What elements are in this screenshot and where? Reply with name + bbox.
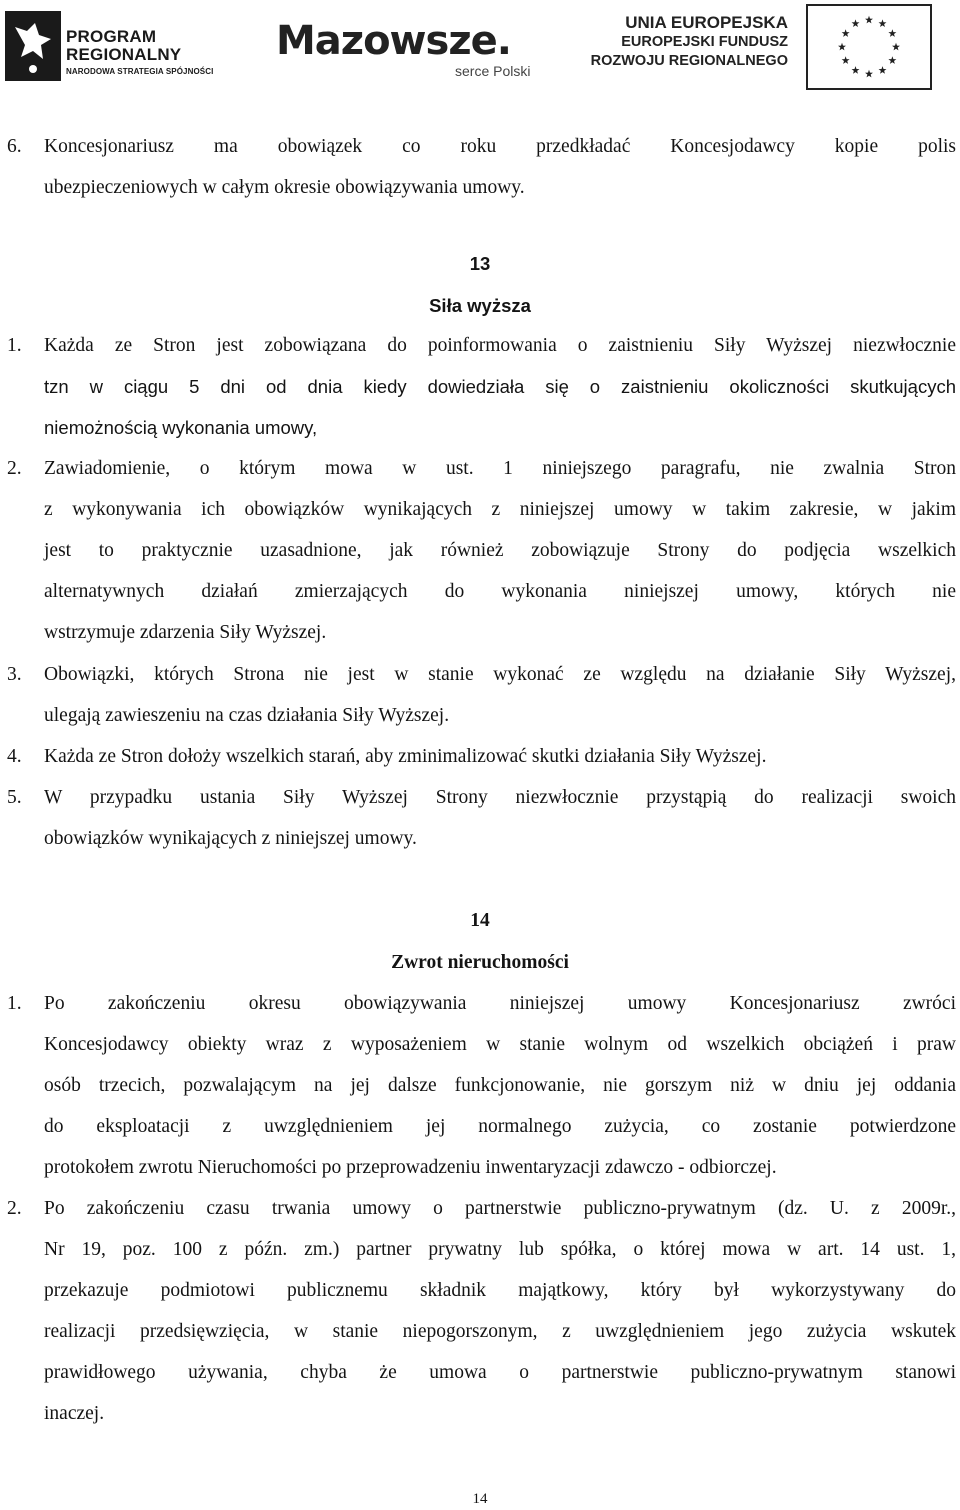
paragraph-line: Każda ze Stron dołoży wszelkich starań, aby zminimalizować skutki działania Siły Wyższej. bbox=[44, 746, 767, 767]
paragraph-line: osób trzecich, pozwalającym na jej dalsze funkcjonowanie, nie gorszym niż w dniu jej oddania bbox=[44, 1075, 956, 1096]
paragraph-line: W przypadku ustania Siły Wyższej Strony niezwłocznie przystąpią do realizacji swoich bbox=[44, 787, 956, 808]
paragraph-line: realizacji przedsięwzięcia, w stanie niepogorszonym, z uwzględnieniem jego zużycia wskutek bbox=[44, 1321, 956, 1342]
page-header bbox=[0, 0, 960, 100]
section-number: 13 bbox=[469, 253, 491, 274]
paragraph-line: Po zakończeniu czasu trwania umowy o partnerstwie publiczno-prywatnym (dz. U. z 2009r., bbox=[44, 1198, 956, 1219]
program-line3: NARODOWA STRATEGIA SPÓJNOŚCI bbox=[66, 67, 214, 76]
page-number: 14 bbox=[472, 1491, 488, 1507]
item-number: 2. bbox=[7, 1198, 22, 1219]
item-number: 4. bbox=[7, 746, 22, 767]
eu-star-icon bbox=[888, 56, 896, 64]
eu-star-icon bbox=[888, 29, 896, 37]
paragraph-line: jest to praktycznie uzasadnione, jak również zobowiązuje Strony do podjęcia wszelkich bbox=[44, 540, 956, 561]
paragraph-line: inaczej. bbox=[44, 1403, 105, 1424]
eu-fund-logo-text bbox=[580, 12, 788, 71]
eu-star-icon bbox=[865, 16, 873, 24]
paragraph-line: Koncesjodawcy obiekty wraz z wyposażeniem w stanie wolnym od wszelkich obciążeń i praw bbox=[44, 1034, 956, 1055]
mazowsze-logo: Mazowsze. bbox=[276, 18, 511, 64]
paragraph-line: Nr 19, poz. 100 z późn. zm.) partner prywatny lub spółka, o której mowa w art. 14 ust. 1, bbox=[44, 1239, 956, 1260]
eu-star-icon bbox=[842, 29, 850, 37]
item-number: 2. bbox=[7, 458, 22, 479]
item-number: 5. bbox=[7, 787, 22, 808]
eu-star-icon bbox=[879, 66, 887, 74]
program-line1: PROGRAM bbox=[66, 27, 157, 46]
paragraph-line: z wykonywania ich obowiązków wynikających z niniejszej umowy w takim zakresie, w jakim bbox=[44, 499, 956, 520]
item-number: 1. bbox=[7, 993, 22, 1014]
paragraph-line: ulegają zawieszeniu na czas działania Siły Wyższej. bbox=[44, 705, 450, 726]
section-number: 14 bbox=[470, 910, 490, 931]
eu-star-icon bbox=[879, 19, 887, 27]
section-title: Zwrot nieruchomości bbox=[391, 952, 569, 973]
paragraph-line: przekazuje podmiotowi publicznemu składnik majątkowy, który był wykorzystywany do bbox=[44, 1280, 956, 1301]
ue-line1: UNIA EUROPEJSKA bbox=[625, 13, 788, 32]
paragraph-line: ubezpieczeniowych w całym okresie obowiązywania umowy. bbox=[44, 177, 525, 198]
eu-star-icon bbox=[852, 66, 860, 74]
mazowsze-tagline: serce Polski bbox=[455, 63, 531, 79]
program-line2: REGIONALNY bbox=[66, 45, 182, 64]
eu-star-icon bbox=[852, 19, 860, 27]
paragraph-line: do eksploatacji z uwzględnieniem jej normalnego zużycia, co zostanie potwierdzone bbox=[44, 1116, 956, 1137]
ue-line3: ROZWOJU REGIONALNEGO bbox=[590, 53, 788, 69]
eu-star-icon bbox=[892, 43, 900, 51]
paragraph-line: wstrzymuje zdarzenia Siły Wyższej. bbox=[44, 622, 327, 643]
eu-flag-icon bbox=[806, 4, 932, 90]
paragraph-line: tzn w ciągu 5 dni od dnia kiedy dowiedziała się o zaistnieniu okoliczności skutkujących bbox=[44, 376, 956, 397]
section-title: Siła wyższa bbox=[429, 295, 531, 316]
paragraph-line: Każda ze Stron jest zobowiązana do poinformowania o zaistnieniu Siły Wyższej niezwłocznie bbox=[44, 335, 956, 356]
paragraph-line: Zawiadomienie, o którym mowa w ust. 1 niniejszego paragrafu, nie zwalnia Stron bbox=[44, 458, 956, 479]
paragraph-line: Obowiązki, których Strona nie jest w stanie wykonać ze względu na działanie Siły Wyższej, bbox=[44, 664, 956, 685]
item-number: 1. bbox=[7, 335, 22, 356]
item-number: 6. bbox=[7, 136, 22, 157]
item-number: 3. bbox=[7, 664, 22, 685]
paragraph-line: Koncesjonariusz ma obowiązek co roku przedkładać Koncesjodawcy kopie polis bbox=[44, 136, 956, 157]
eu-star-icon bbox=[842, 56, 850, 64]
program-regionalny-logo bbox=[66, 28, 213, 76]
paragraph-line: protokołem zwrotu Nieruchomości po przeprowadzeniu inwentaryzacji zdawczo - odbiorczej. bbox=[44, 1157, 777, 1178]
eu-star-icon bbox=[838, 43, 846, 51]
ue-line2: EUROPEJSKI FUNDUSZ bbox=[621, 34, 788, 50]
eu-star-icon bbox=[865, 70, 873, 78]
paragraph-line: Po zakończeniu okresu obowiązywania niniejszej umowy Koncesjonariusz zwróci bbox=[44, 993, 956, 1014]
paragraph-line: alternatywnych działań zmierzających do wykonania niniejszej umowy, których nie bbox=[44, 581, 956, 602]
paragraph-line: niemożnością wykonania umowy, bbox=[44, 417, 318, 438]
paragraph-line: prawidłowego używania, chyba że umowa o partnerstwie publiczno-prywatnym stanowi bbox=[44, 1362, 956, 1383]
program-regionalny-logo-icon bbox=[5, 11, 61, 81]
paragraph-line: obowiązków wynikających z niniejszej umowy. bbox=[44, 828, 417, 849]
